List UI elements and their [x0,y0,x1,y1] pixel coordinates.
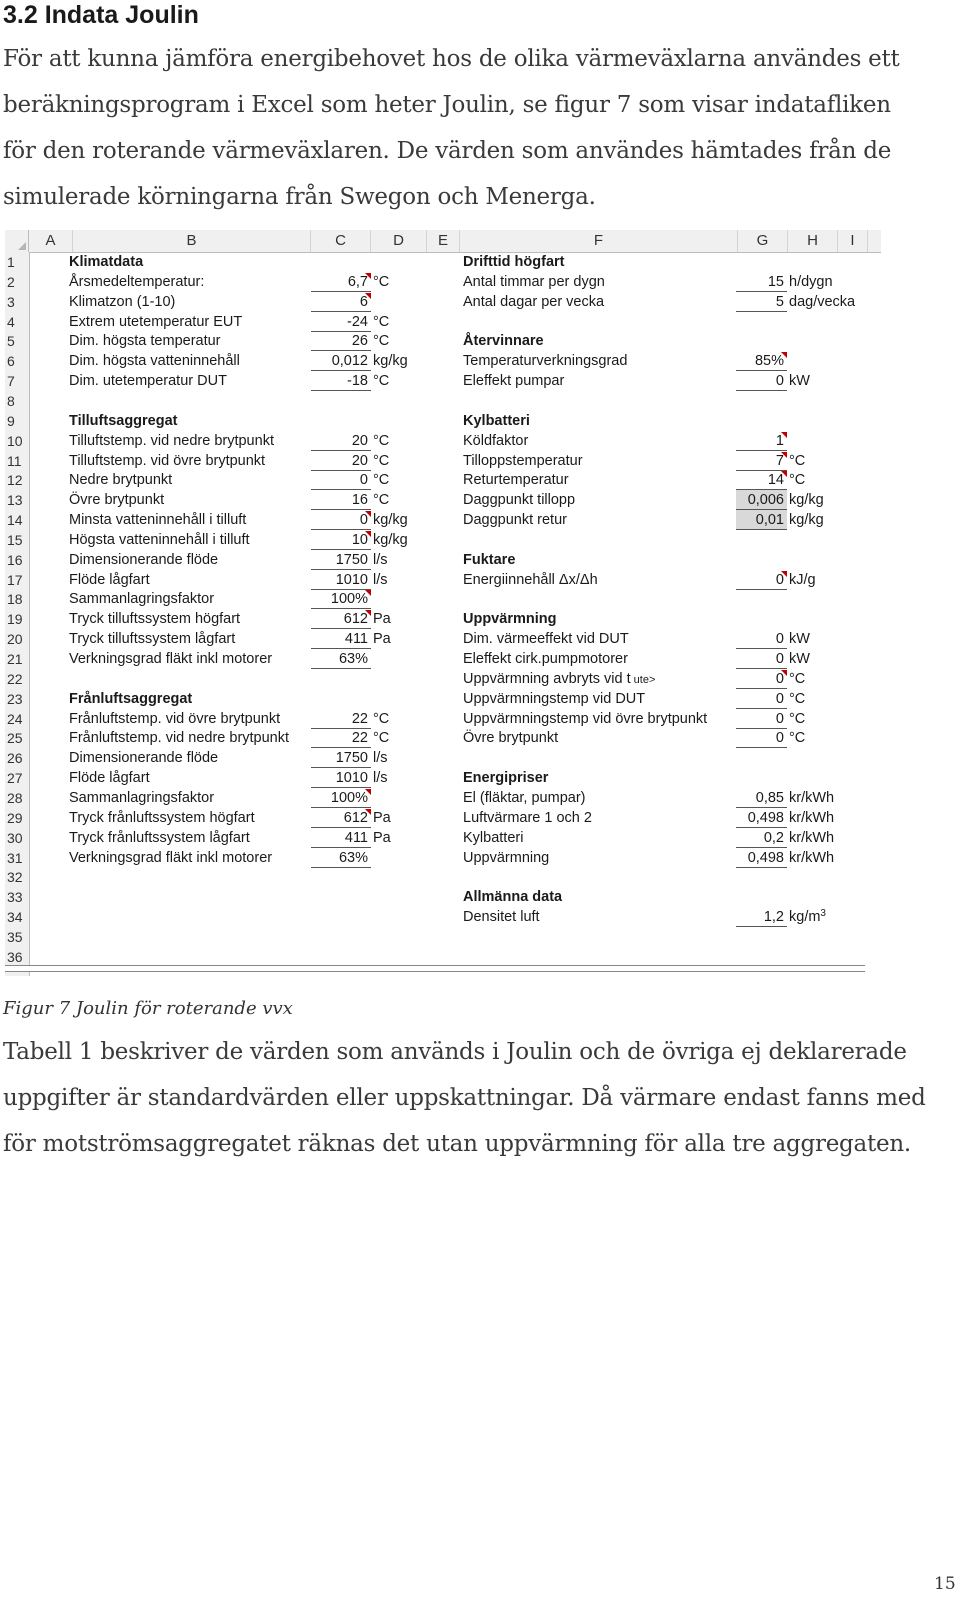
input-value-cell[interactable]: 5 [736,292,787,312]
row-header-17[interactable]: 17 [7,571,23,588]
parameter-label: Tilluftstemp. vid övre brytpunkt [69,452,266,469]
column-header-i[interactable]: I [838,230,868,252]
parameter-label: Minsta vatteninnehåll i tilluft [69,512,247,529]
body-paragraph [3,1032,926,1170]
parameter-label: Dim. värmeeffekt vid DUT [463,631,629,648]
input-value-cell[interactable]: 26 [311,331,371,351]
row-header-18[interactable]: 18 [7,591,23,608]
parameter-label: Antal timmar per dygn [463,273,605,290]
comment-indicator-icon [781,471,787,477]
parameter-label: Extrem utetemperatur EUT [69,313,243,330]
intro-paragraph [3,40,900,224]
parameter-label: Uppvärmningstemp vid DUT [463,690,646,707]
input-value-cell[interactable]: 15 [736,272,787,292]
unit-label: °C [789,730,806,747]
unit-label: kg/kg [373,353,408,370]
unit-label: °C [373,492,390,509]
input-value-cell[interactable]: 0 [311,510,371,530]
section-title: Tilluftsaggregat [69,412,178,429]
input-value-cell[interactable]: 0,006 [736,490,787,510]
input-value-cell[interactable]: 100% [311,788,371,808]
unit-superscript: 3 [820,908,826,920]
input-value-cell[interactable]: 1010 [311,768,371,788]
input-value-cell[interactable]: -18 [311,371,371,391]
row-header-9[interactable]: 9 [7,412,15,429]
parameter-label: Dimensionerande flöde [69,750,219,767]
parameter-label: Eleffekt pumpar [463,373,565,390]
unit-label: l/s [373,571,388,588]
parameter-label: Tryck frånluftssystem högfart [69,809,255,826]
unit-label: $kg/m^3$ [789,908,826,926]
unit-label: kJ/g [789,571,816,588]
parameter-label: Dimensionerande flöde [69,551,219,568]
unit-label: h/dygn [789,273,833,290]
row-header-1[interactable]: 1 [7,254,15,270]
input-value-cell[interactable]: 0,2 [736,828,787,848]
unit-label: kr/kWh [789,809,835,826]
input-value-cell[interactable]: 0,012 [311,351,371,371]
parameter-label: Frånluftstemp. vid övre brytpunkt [69,710,281,727]
comment-indicator-icon [781,352,787,358]
intro-line: För att kunna jämföra energibehovet hos de olika värmeväxlarna användes ett [3,46,900,72]
row-header-36[interactable]: 36 [7,948,23,965]
column-header-c[interactable]: C [311,230,371,252]
input-value-cell[interactable]: 16 [311,490,371,510]
parameter-label: Tryck tilluftssystem högfart [69,611,241,628]
input-value-cell[interactable]: 20 [311,451,371,471]
row-header-26[interactable]: 26 [7,750,23,767]
row-header-6[interactable]: 6 [7,353,15,370]
row-header-15[interactable]: 15 [7,531,23,548]
row-header-3[interactable]: 3 [7,293,15,310]
unit-label: kr/kWh [789,829,835,846]
row-header-35[interactable]: 35 [7,928,23,945]
parameter-label: Dim. högsta vatteninnehåll [69,353,240,370]
parameter-label: Köldfaktor [463,432,529,449]
row-header-29[interactable]: 29 [7,809,23,826]
unit-label: °C [373,452,390,469]
unit-label: l/s [373,770,388,787]
row-header-13[interactable]: 13 [7,492,23,509]
input-value-cell[interactable]: 0,498 [736,848,787,868]
comment-indicator-icon [365,511,371,517]
parameter-label: Övre brytpunkt [69,492,165,509]
row-header-28[interactable]: 28 [7,789,23,806]
row-header-25[interactable]: 25 [7,730,23,747]
section-title: Allmänna data [463,889,563,906]
row-header-24[interactable]: 24 [7,710,23,727]
column-header-e[interactable]: E [427,230,460,252]
unit-label: °C [373,730,390,747]
input-value-cell[interactable]: 411 [311,629,371,649]
section-title: Återvinnare [463,333,544,350]
input-value-cell[interactable]: -24 [311,312,371,332]
parameter-label: Kylbatteri [463,829,524,846]
unit-label: °C [373,313,390,330]
input-value-cell[interactable]: 1 [736,431,787,451]
body-line: uppgifter är standardvärden eller uppskattningar. Då värmare endast fanns med [3,1085,926,1111]
comment-indicator-icon [365,531,371,537]
parameter-label: Flöde lågfart [69,770,150,787]
row-header-8[interactable]: 8 [7,392,15,409]
unit-label: kW [789,651,810,667]
input-value-cell[interactable]: 0 [736,709,787,729]
parameter-label: Övre brytpunkt [463,730,559,747]
comment-indicator-icon [781,432,787,438]
comment-indicator-icon [365,789,371,795]
input-value-cell[interactable]: 0,85 [736,788,787,808]
input-value-cell[interactable]: 0 [736,570,787,590]
section-title: Energipriser [463,770,549,787]
parameter-label: Temperaturverkningsgrad [463,353,628,370]
input-value-cell[interactable]: 1010 [311,570,371,590]
row-header-11[interactable]: 11 [7,452,22,469]
parameter-label: Sammanlagringsfaktor [69,591,215,608]
row-header-2[interactable]: 2 [7,273,15,290]
input-value-cell[interactable]: 1750 [311,550,371,570]
input-value-cell[interactable]: 0,498 [736,808,787,828]
row-header-12[interactable]: 12 [7,472,23,489]
label-subscript: ute> [630,673,656,686]
parameter-label: Dim. utetemperatur DUT [69,373,227,390]
intro-line: för den roterande värmeväxlaren. De värden som användes hämtades från de [3,138,892,164]
input-value-cell[interactable]: 100% [311,589,371,609]
parameter-label: Tryck frånluftssystem lågfart [69,829,250,846]
unit-label: l/s [373,551,388,568]
body-line: Tabell 1 beskriver de värden som används i Joulin och de övriga ej deklarerade [3,1039,907,1065]
parameter-label: Verkningsgrad fläkt inkl motorer [69,651,273,667]
row-header-19[interactable]: 19 [7,611,23,628]
input-value-cell[interactable]: 0 [736,371,787,391]
input-value-cell[interactable]: 14 [736,470,787,490]
unit-label: kr/kWh [789,849,835,866]
input-value-cell[interactable]: 0 [736,629,787,649]
input-value-cell[interactable]: 7 [736,451,787,471]
section-heading: 3.2 Indata Joulin [3,1,199,29]
input-value-cell[interactable]: 22 [311,728,371,748]
row-header-34[interactable]: 34 [7,909,23,926]
unit-label: °C [373,710,390,727]
row-header-16[interactable]: 16 [7,551,23,568]
section-title: Kylbatteri [463,412,530,429]
unit-label: °C [373,373,390,390]
parameter-label: Flöde lågfart [69,571,150,588]
comment-indicator-icon [365,610,371,616]
parameter-label: Sammanlagringsfaktor [69,789,215,806]
column-header-f[interactable]: F [460,230,738,252]
cell-grid [29,252,881,976]
parameter-label: Verkningsgrad fläkt inkl motorer [69,849,273,866]
sheet-bottom-edge [5,965,865,972]
select-all-corner [5,230,29,252]
row-header-32[interactable]: 32 [7,869,23,886]
input-value-cell[interactable]: 411 [311,828,371,848]
row-header-21[interactable]: 21 [7,651,23,667]
row-header-33[interactable]: 33 [7,889,23,906]
comment-indicator-icon [365,293,371,299]
row-header-10[interactable]: 10 [7,432,23,449]
unit-label: kg/kg [789,492,824,509]
unit-label: kW [789,373,810,390]
parameter-label: Densitet luft [463,909,540,926]
parameter-label: Eleffekt cirk.pumpmotorer [463,651,628,667]
unit-label: kg/kg [373,531,408,548]
parameter-label: Daggpunkt retur [463,512,567,529]
unit-label: kg/kg [789,512,824,529]
column-header-g[interactable]: G [738,230,788,252]
unit-label: °C [789,690,806,707]
row-header-22[interactable]: 22 [7,670,23,687]
parameter-label: Årsmedeltemperatur: [69,273,205,290]
parameter-label: Tilluftstemp. vid nedre brytpunkt [69,432,274,449]
unit-label: l/s [373,750,388,767]
input-value-cell[interactable]: 1,2 [736,907,787,927]
section-title: Fuktare [463,551,516,568]
section-title: Frånluftsaggregat [69,690,193,707]
input-value-cell[interactable]: 0,01 [736,510,787,530]
unit-label: °C [789,472,806,489]
parameter-label: Uppvärmning avbryts vid t ute> [463,670,656,687]
parameter-label: Energiinnehåll Δx/Δh [463,571,598,588]
unit-label: Pa [373,829,391,846]
parameter-label: El (fläktar, pumpar) [463,789,586,806]
joulin-spreadsheet-figure [5,230,881,976]
unit-label: °C [373,273,390,290]
comment-indicator-icon [781,670,787,676]
unit-label: °C [789,452,806,469]
input-value-cell[interactable]: 1750 [311,748,371,768]
body-line: för motströmsaggregatet räknas det utan uppvärmning för alla tre aggregaten. [3,1131,911,1157]
comment-indicator-icon [365,590,371,596]
comment-indicator-icon [781,452,787,458]
input-value-cell[interactable]: 20 [311,431,371,451]
parameter-label: Tryck tilluftssystem lågfart [69,631,236,648]
page-number: 15 [934,1574,956,1594]
section-title: Drifttid högfart [463,254,565,270]
parameter-label: Uppvärmningstemp vid övre brytpunkt [463,710,708,727]
parameter-label: Returtemperatur [463,472,569,489]
unit-label: kr/kWh [789,789,835,806]
row-header-23[interactable]: 23 [7,690,23,707]
intro-line: beräkningsprogram i Excel som heter Joulin, se figur 7 som visar indatafliken [3,92,891,118]
unit-label: Pa [373,611,391,628]
input-value-cell[interactable]: 0 [736,689,787,709]
input-value-cell[interactable]: 0 [736,728,787,748]
unit-label: °C [789,710,806,727]
unit-label: dag/vecka [789,293,856,310]
input-value-cell[interactable]: 63% [311,848,371,868]
parameter-label: Dim. högsta temperatur [69,333,221,350]
column-header-d[interactable]: D [371,230,427,252]
input-value-cell[interactable]: 6 [311,292,371,312]
parameter-label: Daggpunkt tillopp [463,492,576,509]
intro-line: simulerade körningarna från Swegon och Menerga. [3,184,596,210]
unit-label: Pa [373,809,391,826]
section-title: Uppvärmning [463,611,557,628]
unit-label: kg/kg [373,512,408,529]
figure-caption: Figur 7 Joulin för roterande vvx [3,998,293,1019]
unit-label: kW [789,631,810,648]
row-header-27[interactable]: 27 [7,770,23,787]
input-value-cell[interactable]: 612 [311,808,371,828]
input-value-cell[interactable]: 22 [311,709,371,729]
input-value-cell[interactable]: 85% [736,351,787,371]
parameter-label: Högsta vatteninnehåll i tilluft [69,531,250,548]
parameter-label: Luftvärmare 1 och 2 [463,809,592,826]
row-header-7[interactable]: 7 [7,373,15,390]
row-header-bar [5,252,30,976]
input-value-cell[interactable]: 6,7 [311,272,371,292]
column-header-a[interactable]: A [29,230,73,252]
parameter-label: Antal dagar per vecka [463,293,605,310]
input-value-cell[interactable]: 63% [311,649,371,669]
comment-indicator-icon [365,809,371,815]
section-title: Klimatdata [69,254,144,270]
unit-label: °C [789,670,806,687]
parameter-label: Uppvärmning [463,849,550,866]
comment-indicator-icon [781,571,787,577]
parameter-label: Tilloppstemperatur [463,452,583,469]
input-value-cell[interactable]: 0 [736,669,787,689]
unit-label: °C [373,333,390,350]
input-value-cell[interactable]: 0 [311,470,371,490]
parameter-label: Frånluftstemp. vid nedre brytpunkt [69,730,290,747]
column-header-h[interactable]: H [788,230,838,252]
row-header-14[interactable]: 14 [7,512,23,529]
unit-label: Pa [373,631,391,648]
unit-label: °C [373,432,390,449]
input-value-cell[interactable]: 612 [311,609,371,629]
row-header-31[interactable]: 31 [7,849,23,866]
input-value-cell[interactable]: 0 [736,649,787,669]
row-header-30[interactable]: 30 [7,829,23,846]
parameter-label: Klimatzon (1-10) [69,293,176,310]
comment-indicator-icon [365,273,371,279]
column-header-bar [5,230,881,253]
input-value-cell[interactable]: 10 [311,530,371,550]
parameter-label: Nedre brytpunkt [69,472,173,489]
row-header-4[interactable]: 4 [7,313,15,330]
row-header-20[interactable]: 20 [7,631,23,648]
unit-label: °C [373,472,390,489]
column-header-b[interactable]: B [73,230,311,252]
row-header-5[interactable]: 5 [7,333,15,350]
